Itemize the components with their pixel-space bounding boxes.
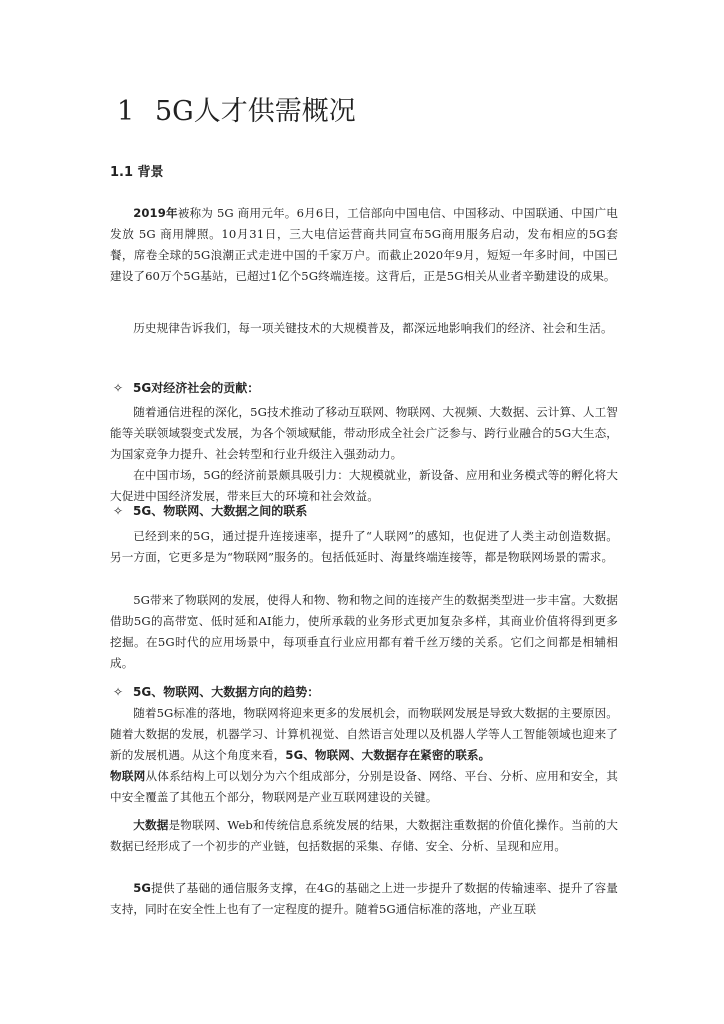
bullet-economic-contribution [113, 378, 259, 398]
chapter-heading [117, 94, 356, 130]
bold-relationship: 5G、物联网、大数据存在紧密的联系。 [285, 748, 491, 762]
paragraph-text: 是物联网、Web和传统信息系统发展的结果，大数据注重数据的价值化操作。当前的大数据已经形成了一个初步的产业链，包括数据的采集、存储、安全、分析、呈现和应用。 [110, 818, 618, 853]
bullet-relationship [113, 501, 307, 521]
bold-year: 2019年 [133, 206, 178, 220]
paragraph-trends [110, 703, 618, 766]
chapter-number: 1 [117, 96, 135, 127]
paragraph-5g-support [110, 878, 618, 920]
bold-iot: 物联网 [110, 769, 146, 783]
bullet-label: 5G、物联网、大数据方向的趋势： [133, 685, 320, 699]
bullet-label: 5G对经济社会的贡献： [133, 381, 260, 395]
bullet-label: 5G、物联网、大数据之间的联系 [133, 504, 308, 518]
paragraph-text: 随着5G标准的落地，物联网将迎来更多的发展机会，而物联网发展是导致大数据的主要原因。随着大数据的发展，机器学习、计算机视觉、自然语言处理以及机器人学等人工智能领域也迎来了新的发展机遇。从这个角度来看， [110, 706, 618, 762]
paragraph-iot-architecture [110, 766, 618, 808]
chapter-title: 5G人才供需概况 [155, 96, 356, 127]
diamond-star-icon: ✧ [113, 381, 124, 395]
paragraph-text: 提供了基础的通信服务支撑，在4G的基础之上进一步提升了数据的传输速率、提升了容量支持，同时在安全性上也有了一定程度的提升。随着5G通信标准的落地，产业互联 [110, 881, 618, 916]
paragraph-text: 被称为 5G 商用元年。6月6日，工信部向中国电信、中国移动、中国联通、中国广电发放 5G 商用牌照。10月31日，三大电信运营商共同宣布5G商用服务启动，发布相应的5G套餐，席卷全球的5G浪潮正式走进中国的千家万户。而截止2020年9月，短短一年多时间，中国已建设了60万个5G基站，已超过1亿个5G终端连接。这背后，正是5G相关从业者辛勤建设的成果。 [110, 206, 618, 283]
bold-5g: 5G [133, 881, 151, 895]
bullet-trends [113, 682, 319, 702]
paragraph-connectivity: 已经到来的5G，通过提升连接速率，提升了“人联网”的感知，也促进了人类主动创造数据。另一方面，它更多是为“物联网”服务的。包括低延时、海量终端连接等，都是物联网场景的需求。 [110, 529, 618, 564]
bold-big-data: 大数据 [133, 818, 169, 832]
paragraph-text: 从体系结构上可以划分为六个组成部分，分别是设备、网络、平台、分析、应用和安全，其中安全覆盖了其他五个部分，物联网是产业互联网建设的关键。 [110, 769, 618, 804]
paragraph-big-data [110, 815, 618, 857]
paragraph-intro [110, 203, 618, 287]
section-heading: 1.1 背景 [110, 165, 164, 180]
paragraph-history: 历史规律告诉我们，每一项关键技术的大规模普及，都深远地影响我们的经济、社会和生活。 [133, 321, 613, 335]
paragraph-5g-ecosystem: 随着通信进程的深化，5G技术推动了移动互联网、物联网、大视频、大数据、云计算、人工智能等关联领域裂变式发展，为各个领域赋能，带动形成全社会广泛参与、跨行业融合的5G大生态，为国家竞争力提升、社会转型和行业升级注入强劲动力。 [110, 405, 618, 461]
paragraph-china-market: 在中国市场，5G的经济前景颇具吸引力：大规模就业，新设备、应用和业务模式等的孵化将大大促进中国经济发展，带来巨大的环境和社会效益。 [110, 468, 618, 503]
paragraph-iot-data: 5G带来了物联网的发展，使得人和物、物和物之间的连接产生的数据类型进一步丰富。大数据借助5G的高带宽、低时延和AI能力，使所承载的业务形式更加复杂多样，其商业价值将得到更多挖掘。在5G时代的应用场景中，每项垂直行业应用都有着千丝万缕的关系。它们之间都是相辅相成。 [110, 593, 618, 670]
diamond-star-icon: ✧ [113, 685, 124, 699]
diamond-star-icon: ✧ [113, 504, 124, 518]
